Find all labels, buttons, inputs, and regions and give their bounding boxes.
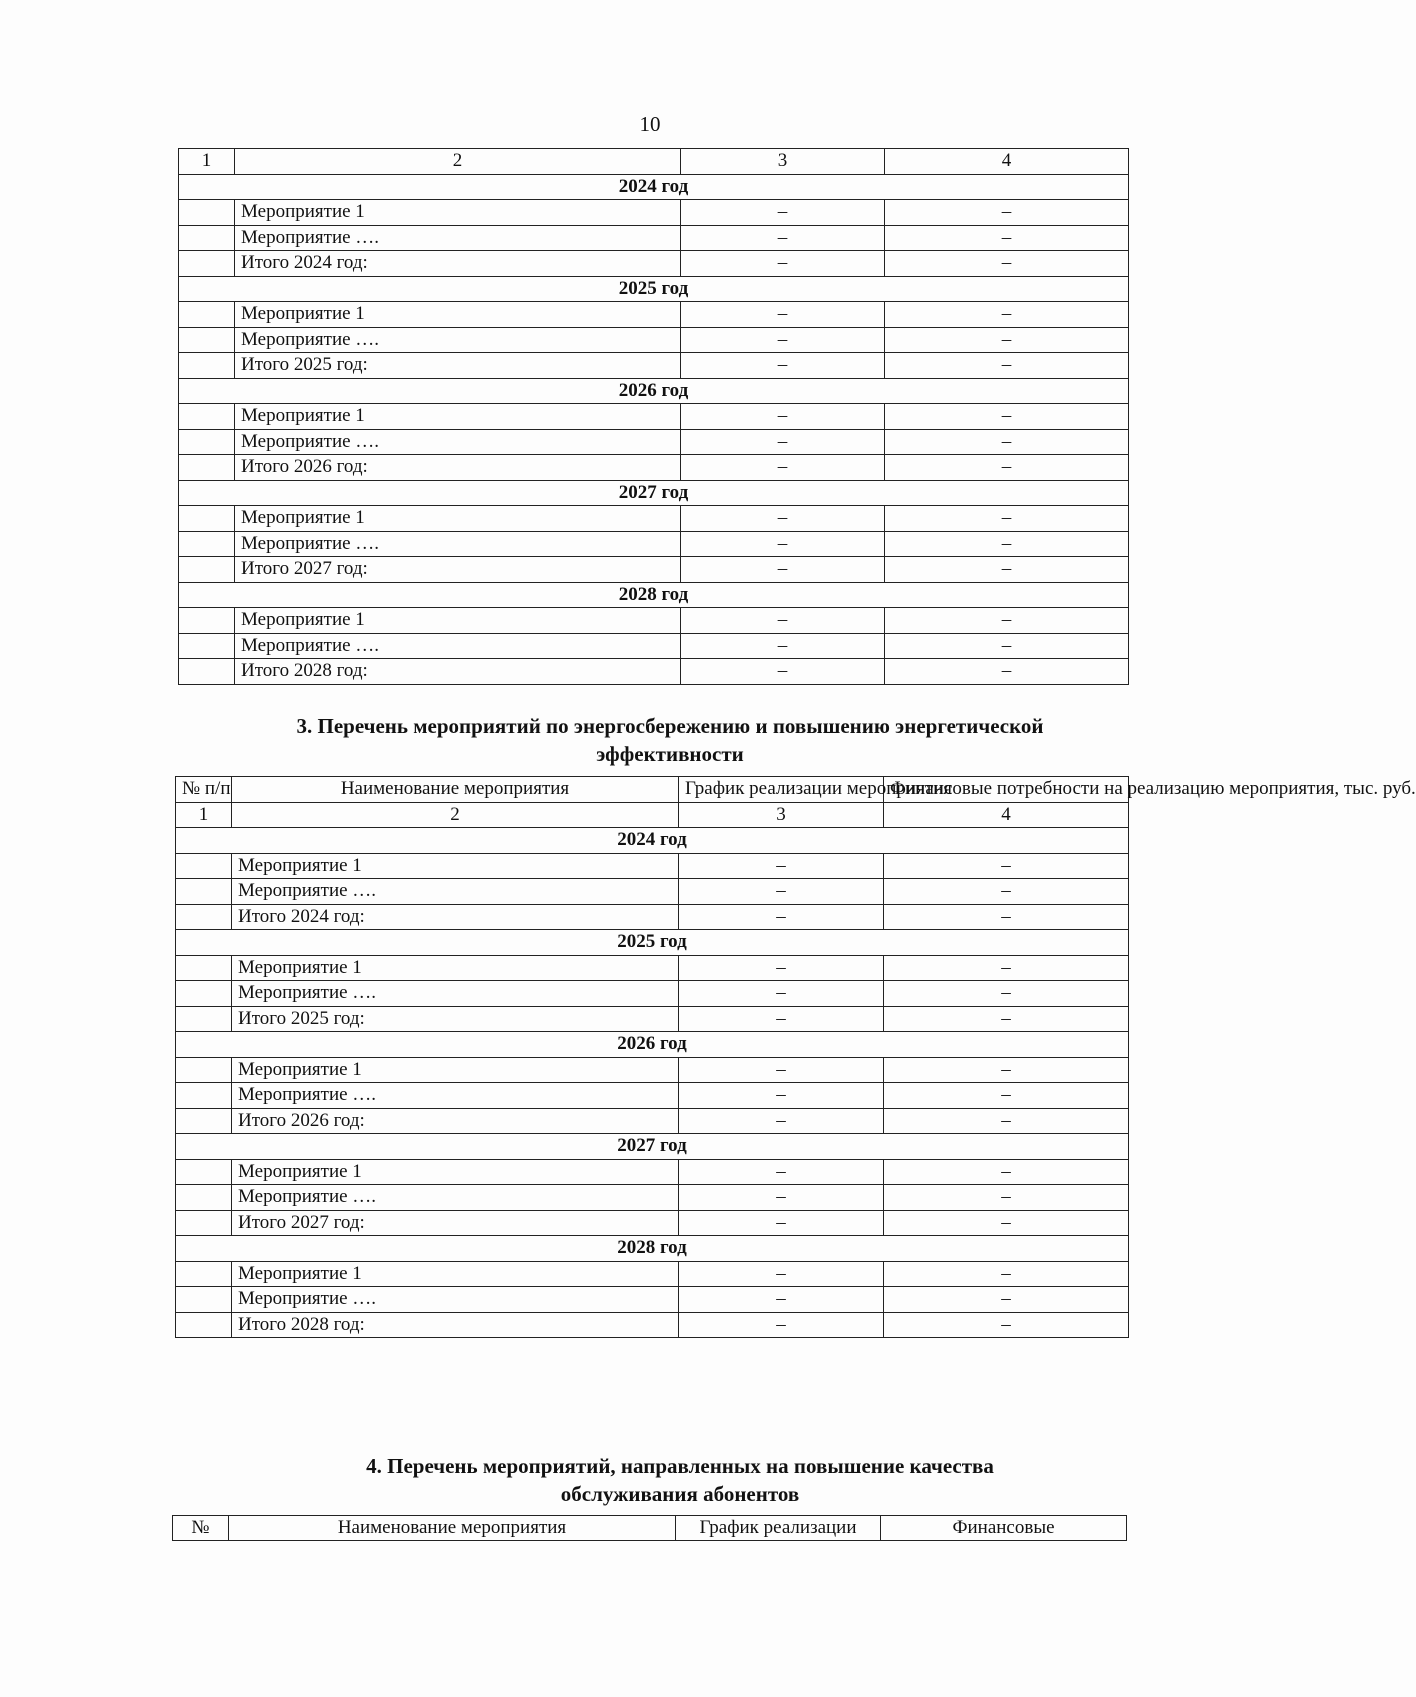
section-4-title-line-2: обслуживания абонентов [560,1482,800,1506]
column-number: 3 [681,149,885,175]
table-row [176,1083,1129,1109]
section-3-title-line-1: 3. Перечень мероприятий по энергосбережению и повышению энергетической [296,714,1044,738]
finance-value: – [885,200,1129,226]
table-row [179,327,1129,353]
finance-value: – [884,1006,1129,1032]
year-row [176,1236,1129,1262]
row-number [176,1108,232,1134]
row-number [176,1057,232,1083]
row-number [179,659,235,685]
year-heading: 2025 год [176,930,1129,956]
row-number [176,1159,232,1185]
table-row [176,1159,1129,1185]
year-heading: 2027 год [176,1134,1129,1160]
schedule-value: – [679,904,884,930]
year-heading: 2025 год [179,276,1129,302]
header-name: Наименование мероприятия [229,1516,676,1541]
header-row [176,777,1129,803]
row-number [179,557,235,583]
table-row [176,1006,1129,1032]
header-row [173,1516,1127,1541]
finance-value: – [885,659,1129,685]
total-label: Итого 2024 год: [235,251,681,277]
finance-value: – [885,633,1129,659]
activity-name: Мероприятие 1 [235,404,681,430]
year-row [176,930,1129,956]
header-name: Наименование мероприятия [232,777,679,803]
table-row [176,1287,1129,1313]
activity-name: Мероприятие …. [235,531,681,557]
table-row [176,1108,1129,1134]
table-row [176,879,1129,905]
row-number [176,1287,232,1313]
activity-name: Мероприятие 1 [235,200,681,226]
activity-name: Мероприятие …. [235,327,681,353]
year-row [179,378,1129,404]
section-4-title [300,1452,1060,1508]
column-number: 3 [679,802,884,828]
activity-name: Мероприятие 1 [232,1057,679,1083]
year-row [176,1134,1129,1160]
section-4-title-line-1: 4. Перечень мероприятий, направленных на повышение качества [366,1454,994,1478]
row-number [179,353,235,379]
schedule-value: – [681,251,885,277]
row-number [179,455,235,481]
year-row [179,174,1129,200]
finance-value: – [885,404,1129,430]
table-row [179,506,1129,532]
row-number [176,1312,232,1338]
finance-value: – [885,327,1129,353]
row-number [176,955,232,981]
schedule-value: – [679,879,884,905]
header-schedule: График реализации [676,1516,881,1541]
activity-name: Мероприятие 1 [232,1261,679,1287]
year-row [176,1032,1129,1058]
table-row [179,633,1129,659]
year-heading: 2026 год [176,1032,1129,1058]
total-label: Итого 2025 год: [235,353,681,379]
schedule-value: – [679,1006,884,1032]
schedule-value: – [679,1312,884,1338]
page-number: 10 [639,112,661,136]
total-label: Итого 2026 год: [232,1108,679,1134]
energy-saving-table-body [176,777,1416,1338]
header-num: № п/п [176,777,232,803]
year-row [179,582,1129,608]
table-row [179,404,1129,430]
schedule-value: – [681,557,885,583]
activity-name: Мероприятие …. [235,429,681,455]
finance-value: – [884,1083,1129,1109]
total-label: Итого 2027 год: [235,557,681,583]
activity-name: Мероприятие 1 [232,1159,679,1185]
schedule-value: – [681,506,885,532]
table-row [179,353,1129,379]
schedule-value: – [679,1108,884,1134]
finance-value: – [885,506,1129,532]
row-number [176,1083,232,1109]
schedule-value: – [681,531,885,557]
finance-value: – [885,429,1129,455]
year-heading: 2028 год [176,1236,1129,1262]
finance-value: – [884,955,1129,981]
total-label: Итого 2024 год: [232,904,679,930]
table-row [176,1261,1129,1287]
schedule-value: – [679,1057,884,1083]
finance-value: – [885,225,1129,251]
finance-value: – [884,904,1129,930]
finance-value: – [885,531,1129,557]
table-row [179,608,1129,634]
row-number [176,853,232,879]
year-heading: 2028 год [179,582,1129,608]
year-heading: 2024 год [179,174,1129,200]
row-number [179,633,235,659]
year-heading: 2024 год [176,828,1129,854]
section-3-title-line-2: эффективности [596,742,744,766]
schedule-value: – [681,659,885,685]
continuation-table [178,148,1129,685]
finance-value: – [884,1185,1129,1211]
schedule-value: – [681,353,885,379]
row-number [176,904,232,930]
year-row [179,276,1129,302]
continuation-table-body [179,149,1129,685]
schedule-value: – [681,327,885,353]
row-number [179,531,235,557]
total-label: Итого 2027 год: [232,1210,679,1236]
schedule-value: – [681,429,885,455]
header-finance: Финансовые потребности на реализацию мероприятия, тыс. руб. [884,777,1129,803]
activity-name: Мероприятие …. [232,981,679,1007]
table-row [179,659,1129,685]
table-row [176,1312,1129,1338]
schedule-value: – [679,1287,884,1313]
schedule-value: – [679,1210,884,1236]
total-label: Итого 2028 год: [235,659,681,685]
row-number [179,302,235,328]
table-row [179,531,1129,557]
table-row [179,455,1129,481]
row-number [179,225,235,251]
finance-value: – [885,557,1129,583]
row-number [179,608,235,634]
activity-name: Мероприятие …. [235,225,681,251]
section-3-title [255,712,1085,768]
column-number: 1 [176,802,232,828]
activity-name: Мероприятие 1 [235,506,681,532]
row-number [179,404,235,430]
total-label: Итого 2028 год: [232,1312,679,1338]
schedule-value: – [679,1159,884,1185]
activity-name: Мероприятие 1 [235,608,681,634]
row-number [176,879,232,905]
row-number [179,429,235,455]
row-number [176,1261,232,1287]
row-number [179,251,235,277]
finance-value: – [884,1210,1129,1236]
year-heading: 2026 год [179,378,1129,404]
finance-value: – [884,853,1129,879]
table-row [179,225,1129,251]
finance-value: – [884,1159,1129,1185]
table-row [176,1057,1129,1083]
finance-value: – [884,1057,1129,1083]
total-label: Итого 2026 год: [235,455,681,481]
schedule-value: – [679,981,884,1007]
schedule-value: – [679,1185,884,1211]
schedule-value: – [681,608,885,634]
table-row [176,1185,1129,1211]
finance-value: – [885,455,1129,481]
finance-value: – [884,1312,1129,1338]
finance-value: – [884,1108,1129,1134]
column-number: 1 [179,149,235,175]
activity-name: Мероприятие …. [232,1083,679,1109]
activity-name: Мероприятие …. [232,1287,679,1313]
table-row [179,302,1129,328]
schedule-value: – [679,1083,884,1109]
row-number [176,981,232,1007]
header-finance: Финансовые [881,1516,1127,1541]
finance-value: – [884,1261,1129,1287]
activity-name: Мероприятие …. [232,879,679,905]
column-number: 4 [884,802,1129,828]
header-schedule: График реализации мероприятия [679,777,884,803]
column-number: 2 [232,802,679,828]
table-row [176,853,1129,879]
energy-saving-table [175,776,1416,1338]
service-quality-table [172,1515,1127,1541]
schedule-value: – [681,225,885,251]
year-row [176,828,1129,854]
schedule-value: – [681,302,885,328]
activity-name: Мероприятие …. [235,633,681,659]
schedule-value: – [681,455,885,481]
schedule-value: – [679,955,884,981]
finance-value: – [884,1287,1129,1313]
table-row [179,557,1129,583]
finance-value: – [884,981,1129,1007]
activity-name: Мероприятие 1 [232,853,679,879]
row-number [176,1210,232,1236]
table-row [179,429,1129,455]
table-row [176,981,1129,1007]
table-row [179,251,1129,277]
row-number [176,1185,232,1211]
row-number [179,506,235,532]
year-row [179,480,1129,506]
schedule-value: – [679,1261,884,1287]
finance-value: – [884,879,1129,905]
row-number [179,327,235,353]
schedule-value: – [681,404,885,430]
schedule-value: – [681,633,885,659]
activity-name: Мероприятие 1 [235,302,681,328]
schedule-value: – [681,200,885,226]
column-number: 2 [235,149,681,175]
finance-value: – [885,251,1129,277]
column-number-row [176,802,1129,828]
table-row [176,955,1129,981]
column-number-row [179,149,1129,175]
total-label: Итого 2025 год: [232,1006,679,1032]
year-heading: 2027 год [179,480,1129,506]
header-num: № [173,1516,229,1541]
table-row [176,1210,1129,1236]
row-number [176,1006,232,1032]
row-number [179,200,235,226]
table-row [179,200,1129,226]
finance-value: – [885,302,1129,328]
activity-name: Мероприятие 1 [232,955,679,981]
schedule-value: – [679,853,884,879]
finance-value: – [885,608,1129,634]
activity-name: Мероприятие …. [232,1185,679,1211]
table-row [176,904,1129,930]
finance-value: – [885,353,1129,379]
column-number: 4 [885,149,1129,175]
